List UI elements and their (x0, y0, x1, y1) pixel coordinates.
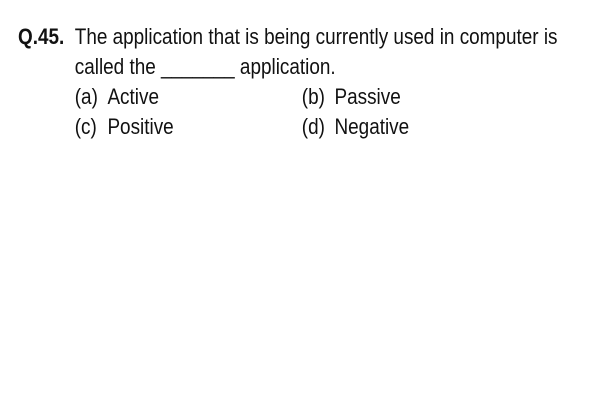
question-block (18, 22, 558, 142)
option-d-label: (d) (301, 114, 325, 139)
option-a (75, 82, 302, 112)
question-line-1 (18, 22, 558, 52)
option-c-text: Positive (107, 114, 174, 139)
option-b (302, 82, 526, 112)
option-b-text: Passive (334, 84, 401, 109)
option-a-label: (a) (74, 84, 98, 109)
option-c (75, 112, 302, 142)
question-text-line-1: The application that is being currently used in computer is (74, 24, 558, 49)
options-grid (18, 82, 508, 142)
option-b-label: (b) (301, 84, 325, 109)
option-d (302, 112, 526, 142)
option-d-text: Negative (334, 114, 410, 139)
option-c-label: (c) (74, 114, 97, 139)
question-number: Q.45. (18, 24, 65, 49)
question-text-line-2: called the _______ application. (74, 54, 336, 79)
question-line-2 (18, 52, 508, 82)
option-a-text: Active (107, 84, 159, 109)
